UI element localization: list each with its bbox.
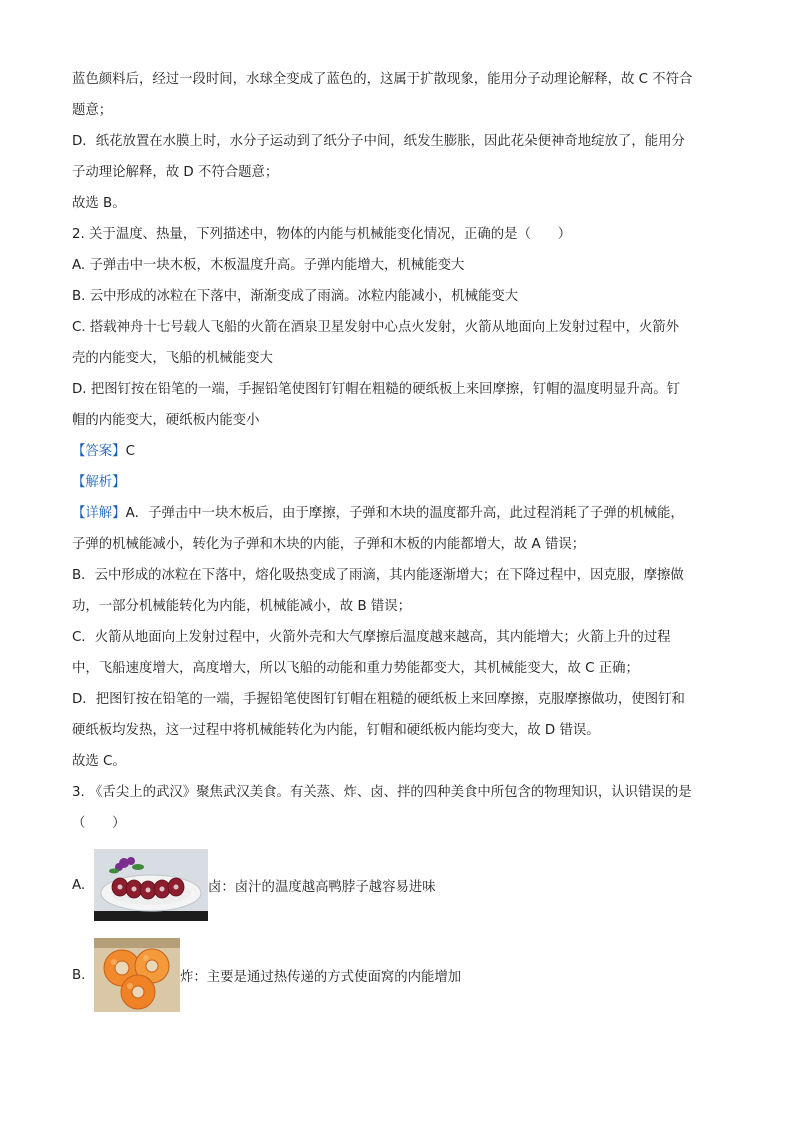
text-line: B．云中形成的冰粒在下落中，熔化吸热变成了雨滴，其内能逐渐增大；在下降过程中，因克服，摩擦做 <box>72 568 684 583</box>
text-line: 硬纸板均发热，这一过程中将机械能转化为内能，钉帽和硬纸板内能均变大，故 D 错误。 <box>72 723 600 738</box>
text-line: 子弹的机械能减小，转化为子弹和木块的内能，子弹和木板的内能都增大，故 A 错误； <box>72 537 586 552</box>
analysis-line <box>72 467 724 498</box>
text-line: 蓝色颜料后，经过一段时间，水球全变成了蓝色的，这属于扩散现象，能用分子动理论解释，故 C 不符合 <box>72 72 693 87</box>
text-line: 帽的内能变大，硬纸板内能变小 <box>72 413 260 428</box>
text-line: 题意； <box>72 103 113 118</box>
question-3-option-b <box>72 937 724 1013</box>
analysis-tag: 【解析】 <box>72 475 126 490</box>
question-2-option-d: D. 把图钉按在铅笔的一端，手握铅笔使图钉钉帽在粗糙的硬纸板上来回摩擦，钉帽的温度明显升高。钉 <box>72 382 681 397</box>
braised-duck-neck-photo-icon <box>94 849 208 921</box>
detail-line <box>72 498 724 529</box>
question-2-option-b: B. 云中形成的冰粒在下落中，渐渐变成了雨滴。冰粒内能减小，机械能变大 <box>72 289 519 304</box>
detail-tag: 【详解】 <box>72 506 126 521</box>
text-line: 中，飞船速度增大，高度增大，所以飞船的动能和重力势能都变大，其机械能变大，故 C 正确； <box>72 661 639 676</box>
question-3-option-a <box>72 847 724 923</box>
option-letter: B. <box>72 967 86 983</box>
text-line: 功，一部分机械能转化为内能，机械能减小，故 B 错误； <box>72 599 412 614</box>
fried-mianwo-photo-icon <box>94 938 180 1012</box>
answer-value: C <box>125 444 135 459</box>
answer-tag: 【答案】 <box>72 444 126 459</box>
text-line: 故选 C。 <box>72 754 126 769</box>
option-text: 炸：主要是通过热传递的方式使面窝的内能增加 <box>180 969 462 985</box>
text-line: C．火箭从地面向上发射过程中，火箭外壳和大气摩擦后温度越来越高，其内能增大；火箭上升的过程 <box>72 630 671 645</box>
text-line: 子动理论解释，故 D 不符合题意； <box>72 165 279 180</box>
document-page <box>72 64 724 1013</box>
option-text: 卤：卤汁的温度越高鸭脖子越容易进味 <box>208 879 436 895</box>
question-3-stem: 3. 《舌尖上的武汉》聚焦武汉美食。有关蒸、炸、卤、拌的四种美食中所包含的物理知识，认识错误的是 <box>72 785 692 800</box>
text-line: 壳的内能变大，飞船的机械能变大 <box>72 351 273 366</box>
question-2-option-c: C. 搭载神舟十七号载人飞船的火箭在酒泉卫星发射中心点火发射，火箭从地面向上发射过程中，火箭外 <box>72 320 680 335</box>
detail-first: A．子弹击中一块木板后，由于摩擦，子弹和木块的温度都升高，此过程消耗了子弹的机械能， <box>125 506 684 521</box>
option-letter: A. <box>72 877 86 893</box>
text-line: （ ） <box>72 816 126 831</box>
text-line: 故选 B。 <box>72 196 126 211</box>
answer-line <box>72 436 724 467</box>
question-2-stem: 2. 关于温度、热量，下列描述中，物体的内能与机械能变化情况，正确的是（ ） <box>72 227 572 242</box>
text-line: D．把图钉按在铅笔的一端，手握铅笔使图钉钉帽在粗糙的硬纸板上来回摩擦，克服摩擦做功，使图钉和 <box>72 692 685 707</box>
text-line: D．纸花放置在水膜上时，水分子运动到了纸分子中间，纸发生膨胀，因此花朵便神奇地绽放了，能用分 <box>72 134 685 149</box>
question-2-option-a: A. 子弹击中一块木板，木板温度升高。子弹内能增大，机械能变大 <box>72 258 465 273</box>
